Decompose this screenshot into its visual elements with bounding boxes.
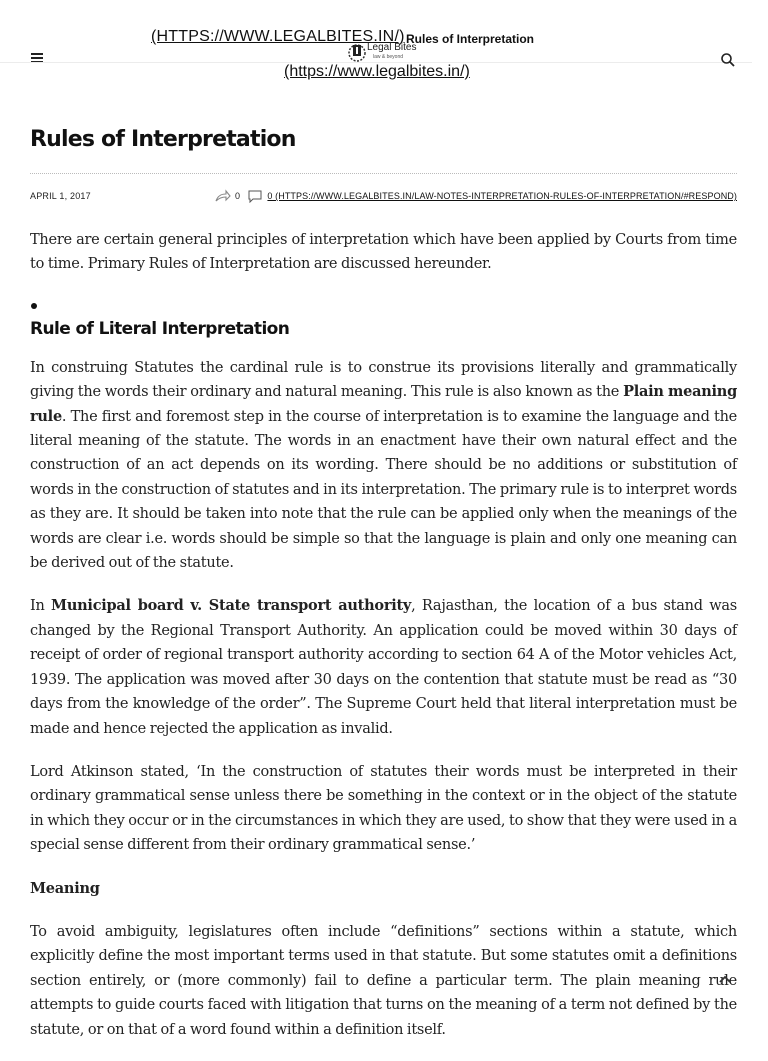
post-date: APRIL 1, 2017 (30, 191, 91, 201)
search-icon[interactable] (720, 52, 736, 68)
share-count: 0 (235, 191, 241, 201)
comment-icon (248, 190, 262, 203)
logo-emblem-icon (347, 41, 367, 63)
case-name: Municipal board v. State transport authority (51, 597, 412, 615)
article-meta (30, 189, 737, 205)
site-header (0, 0, 768, 95)
intro-paragraph: There are certain general principles of interpretation which have been applied by Courts from time to time. Primary Rules of Interpretation are discussed hereunder. (30, 232, 737, 273)
share-icon[interactable] (215, 189, 231, 203)
header-page-title: Rules of Interpretation (406, 32, 535, 46)
comments-link[interactable]: 0 (HTTPS://WWW.LEGALBITES.IN/LAW-NOTES-INTERPRETATION-RULES-OF-INTERPRETATION/#RESPOND) (267, 191, 737, 201)
logo-tagline: law & beyond (373, 54, 404, 60)
title-divider (30, 173, 737, 174)
paragraph-quote: Lord Atkinson stated, ‘In the construction of statutes their words must be interpreted in their ordinary grammatical sense unless there be something in the context or in the object of the statute in which they occur or in the circumstances in which they are used, to show that they were used in a special sense different from their ordinary grammatical sense.’ (30, 763, 737, 854)
logo-text: Legal Bites (367, 42, 417, 53)
article-body (30, 228, 737, 1061)
paragraph-meaning: To avoid ambiguity, legislatures often include “definitions” sections within a statute, which explicitly define the most important terms used in that statute. But some statutes omit a definitions section entirely, or (more commonly) fail to define a particular term. The plain meaning rule attempts to guide courts faced with litigation that turns on the meaning of a term not defined by the statute, or on that of a word found within a definition itself. (30, 923, 737, 1038)
home-link[interactable]: (https://www.legalbites.in/) (284, 63, 470, 80)
meaning-heading: Meaning (30, 879, 100, 897)
bold-term: Plain meaning rule (30, 383, 737, 425)
section-heading: Rule of Literal Interpretation (30, 318, 290, 339)
article-title: Rules of Interpretation (30, 127, 296, 152)
list-bullet (31, 303, 37, 309)
scroll-to-top-icon[interactable] (717, 974, 733, 984)
site-url-link[interactable]: (HTTPS://WWW.LEGALBITES.IN/) (151, 28, 405, 45)
paragraph-case: In Municipal board v. State transport authority, Rajasthan, the location of a bus stand was changed by the Regional Transport Authority. An application could be moved within 30 days of receipt of order of regional transport authority according to section 64 A of the Motor vehicles Act, 1939. The application was moved after 30 days on the contention that statute must be read as “30 days from the knowledge of the order”. The Supreme Court held that literal interpretation must be made and hence rejected the application as invalid. (30, 597, 737, 737)
paragraph-literal-rule: In construing Statutes the cardinal rule is to construe its provisions literally and grammatically giving the words their ordinary and natural meaning. This rule is also known as the Plain meaning rule. The first and foremost step in the course of interpretation is to examine the language and the literal meaning of the statute. The words in an enactment have their own natural effect and the construction of an act depends on its wording. There should be no additions or substitution of words in the construction of statutes and in its interpretation. The primary rule is to interpret words as they are. It should be taken into note that the rule can be applied only when the meanings of the words are clear i.e. words should be simple so that the language is plain and only one meaning can be derived out of the statute. (30, 359, 737, 572)
